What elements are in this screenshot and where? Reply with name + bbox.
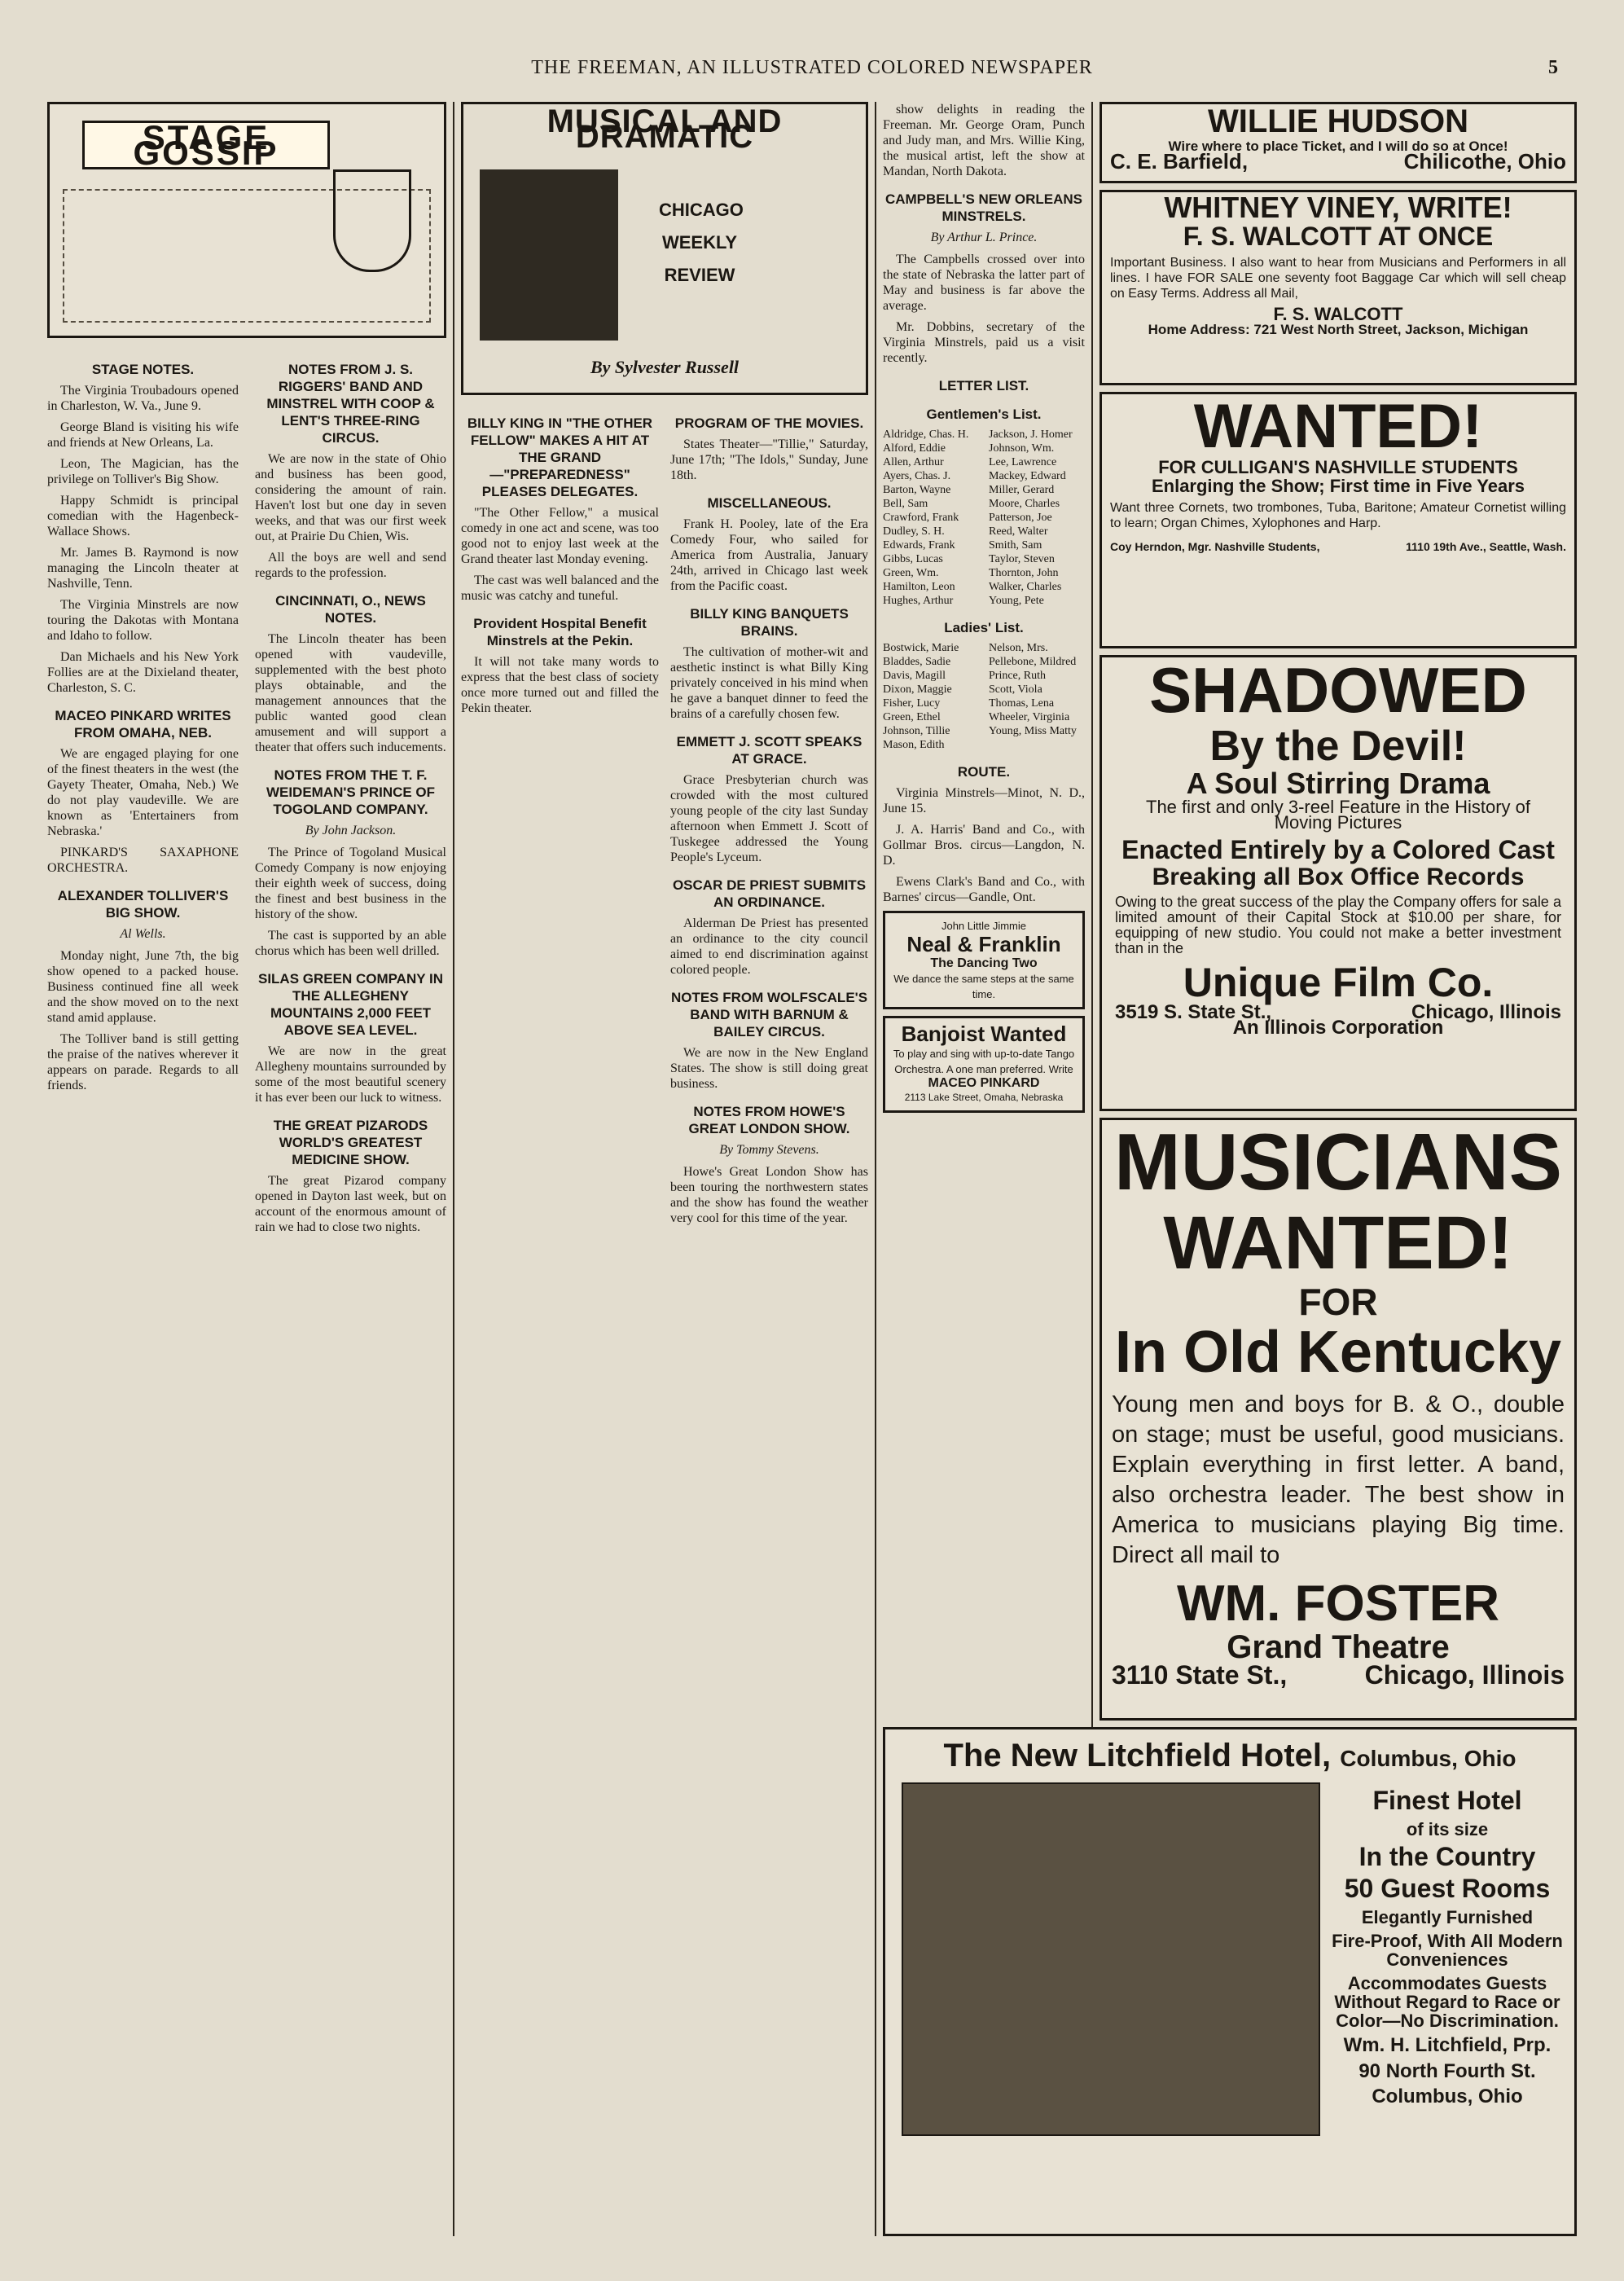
letter-list-name: Miller, Gerard	[989, 484, 1055, 496]
letter-list-name: Taylor, Steven	[989, 553, 1055, 565]
ad-text: The first and only 3-reel Feature in the History of Moving Pictures	[1146, 797, 1530, 833]
column-stage-gossip	[47, 102, 446, 1241]
ad-show-name: In Old Kentucky	[1114, 1319, 1562, 1385]
article-paragraph: Howe's Great London Show has been touring the northwestern states and the show has found the weather very cool for this time of the year.	[670, 1165, 868, 1225]
article-paragraph: Mr. Dobbins, secretary of the Virginia Minstrels, paid us a visit recently.	[883, 320, 1085, 365]
ad-tagline: A Soul Stirring Drama	[1186, 767, 1490, 801]
article-heading: NOTES FROM J. S. RIGGERS' BAND AND MINSTREL WITH COOP & LENT'S THREE-RING CIRCUS.	[266, 362, 435, 446]
article-heading: NOTES FROM WOLFSCALE'S BAND WITH BARNUM & BAILEY CIRCUS.	[670, 990, 868, 1039]
ad-headline: The New Litchfield Hotel,	[943, 1738, 1332, 1773]
ad-body: Young men and boys for B. & O., double on stage; must be useful, good musicians. Explain everything in first letter. A band, also orchestra leader. The best show in America to musicians playing Big time. Direct all mail to	[1112, 1391, 1565, 1569]
mini-ad-body: We dance the same steps at the same time.	[893, 973, 1074, 1001]
letter-list-name: Aldridge, Chas. H.	[883, 429, 969, 441]
letter-list-name: Jackson, J. Homer	[989, 429, 1073, 441]
letter-list-name: Mackey, Edward	[989, 470, 1066, 482]
article-paragraph: Happy Schmidt is principal comedian with the Hagenbeck-Wallace Shows.	[47, 494, 239, 538]
ad-subheadline: FOR CULLIGAN'S NASHVILLE STUDENTS	[1158, 456, 1518, 477]
letter-list-name: Johnson, Wm.	[989, 442, 1055, 455]
article-heading: CINCINNATI, O., NEWS NOTES.	[275, 593, 426, 626]
letter-list-name: Patterson, Joe	[989, 512, 1052, 524]
ad-willie-hudson	[1099, 102, 1577, 183]
article-byline: Al Wells.	[120, 927, 166, 941]
hotel-feature-line: 90 North Fourth St.	[1358, 2059, 1536, 2082]
column-musical-dramatic	[461, 102, 868, 1232]
article-heading: PROGRAM OF THE MOVIES.	[674, 415, 864, 431]
mini-ad-body: To play and sing with up-to-date Tango Orchestra. A one man preferred. Write	[893, 1047, 1075, 1075]
article-paragraph: J. A. Harris' Band and Co., with Gollmar Bros. circus—Langdon, N. D.	[883, 823, 1085, 868]
article-paragraph: We are now in the state of Ohio and business has been good, considering the amount of rain. Haven't lost but one day in seven weeks, and that was our first week out, at Prairie Du Chien, Wis.	[255, 452, 446, 543]
stage-notes	[47, 349, 239, 1099]
article-heading: OSCAR DE PRIEST SUBMITS AN ORDINANCE.	[672, 877, 867, 910]
letter-list-name: Young, Miss Matty	[989, 725, 1077, 737]
article-paragraph: PINKARD'S SAXAPHONE ORCHESTRA.	[47, 846, 239, 875]
article-paragraph: "The Other Fellow," a musical comedy in one act and scene, was too good not to enjoy last week at the Grand theater last Monday evening.	[461, 506, 659, 566]
letter-list	[883, 641, 1085, 752]
ad-subheadline: WANTED!	[1163, 1201, 1513, 1285]
stage-notes-continued	[255, 349, 446, 1241]
article-paragraph: The cast is supported by an able chorus which has been well drilled.	[255, 929, 446, 958]
article-heading: ALEXANDER TOLLIVER'S BIG SHOW.	[57, 888, 229, 921]
letter-list-name: Scott, Viola	[989, 683, 1042, 696]
ad-headline: WILLIE HUDSON	[1208, 103, 1468, 139]
article-heading: ROUTE.	[957, 764, 1011, 780]
article-heading: BILLY KING BANQUETS BRAINS.	[690, 606, 849, 639]
letter-list-name: Gibbs, Lucas	[883, 553, 943, 565]
ad-address: 3110 State St.,	[1112, 1660, 1288, 1690]
ad-musicians-wanted	[1099, 1118, 1577, 1721]
article-paragraph: The cultivation of mother-wit and aesthetic instinct is what Billy King privately conceived in his mind when he gave a banquet dinner to feed the brains of a carefully chosen few.	[670, 645, 868, 721]
ad-address: Home Address: 721 West North Street, Jackson, Michigan	[1148, 322, 1529, 338]
column-advertisements	[1099, 102, 1577, 1727]
mini-ad-title: Neal & Franklin	[906, 932, 1061, 956]
letter-list-name: Reed, Walter	[989, 525, 1048, 538]
letter-list-name: Nelson, Mrs.	[989, 642, 1048, 654]
article-heading: LETTER LIST.	[938, 378, 1029, 393]
review-articles	[461, 403, 659, 722]
letter-list-name: Crawford, Frank	[883, 512, 959, 524]
review-articles-continued	[670, 403, 868, 1232]
ad-tagline: Enlarging the Show; First time in Five Years	[1151, 475, 1525, 496]
masthead	[0, 57, 1624, 79]
letter-list-name: Dixon, Maggie	[883, 683, 952, 696]
letter-list-name: Thornton, John	[989, 567, 1059, 579]
article-paragraph: We are engaged playing for one of the finest theaters in the west (the Gayety Theater, Omaha, Neb.) We do not play vaudeville. We are known as 'Entertainers from Nebraska.'	[47, 747, 239, 838]
shield-icon	[333, 169, 411, 272]
article-heading: EMMETT J. SCOTT SPEAKS AT GRACE.	[676, 734, 862, 767]
article-heading: BILLY KING IN "THE OTHER FELLOW" MAKES A HIT AT THE GRAND—"PREPAREDNESS" PLEASES DELEGATES.	[467, 415, 653, 499]
article-heading: MISCELLANEOUS.	[707, 495, 832, 511]
article-paragraph: States Theater—"Tillie," Saturday, June 17th; "The Idols," Sunday, June 18th.	[670, 437, 868, 482]
hotel-feature-line: Columbus, Ohio	[1372, 2085, 1523, 2107]
ad-city: Chilicothe, Ohio	[1403, 149, 1566, 174]
ad-text: Breaking all Box Office Records	[1152, 863, 1525, 890]
ad-city: Chicago, Illinois	[1364, 1660, 1565, 1690]
article-paragraph: The Virginia Troubadours opened in Charleston, W. Va., June 9.	[47, 384, 239, 413]
ad-city: Columbus, Ohio	[1340, 1746, 1516, 1771]
ad-text: Wire where to place Ticket, and I will do so at Once!	[1168, 138, 1508, 154]
ad-city: Chicago, Illinois	[1411, 1000, 1561, 1023]
banner-byline: By Sylvester Russell	[590, 357, 740, 377]
page-number: 5	[1548, 57, 1559, 78]
letter-list-name: Alford, Eddie	[883, 442, 946, 455]
letter-list-name: Hughes, Arthur	[883, 595, 954, 607]
mini-ad-top: John Little Jimmie	[941, 920, 1027, 932]
mini-ad	[883, 911, 1085, 1009]
ad-venue: Grand Theatre	[1227, 1629, 1450, 1666]
article-heading: NOTES FROM THE T. F. WEIDEMAN'S PRINCE OF TOGOLAND COMPANY.	[266, 767, 436, 817]
letter-list-name: Dudley, S. H.	[883, 525, 945, 538]
ad-text: FOR	[1298, 1281, 1378, 1324]
article-paragraph: The Lincoln theater has been opened with vaudeville, supplemented with the best photo plays obtainable, and the management announces that the public wanted good clean amusement and will support a theater that offers such inducements.	[255, 632, 446, 754]
ad-company-name: Unique Film Co.	[1183, 960, 1494, 1006]
ad-signature: Coy Herndon, Mgr. Nashville Students,	[1110, 539, 1320, 553]
letter-list-name: Allen, Arthur	[883, 456, 944, 468]
article-heading: SILAS GREEN COMPANY IN THE ALLEGHENY MOUNTAINS 2,000 FEET ABOVE SEA LEVEL.	[257, 971, 443, 1038]
letter-list-name: Mason, Edith	[883, 739, 945, 751]
list-subheading: Ladies' List.	[944, 620, 1024, 635]
article-paragraph: All the boys are well and send regards to the profession.	[255, 551, 446, 580]
article-heading: MACEO PINKARD WRITES FROM OMAHA, NEB.	[55, 708, 231, 741]
hotel-feature-line: In the Country	[1358, 1841, 1536, 1871]
banner-title: STAGE GOSSIP	[82, 121, 330, 169]
letter-list-name: Prince, Ruth	[989, 670, 1046, 682]
article-paragraph: Grace Presbyterian church was crowded with the most cultured young people of the city last Sunday afternoon when Emmett J. Scott of Tuskegee addressed the Young People's Lyceum.	[670, 773, 868, 864]
article-paragraph: It will not take many words to express that the best class of society once more turned out and filled the Pekin theater.	[461, 655, 659, 715]
side-line: REVIEW	[664, 265, 735, 285]
article-paragraph: George Bland is visiting his wife and friends at New Orleans, La.	[47, 420, 239, 450]
letter-list-name: Bell, Sam	[883, 498, 928, 510]
ad-headline: WANTED!	[1193, 392, 1483, 461]
hotel-feature-line: 50 Guest Rooms	[1344, 1874, 1551, 1904]
hotel-feature-line: Elegantly Furnished	[1361, 1906, 1534, 1927]
letter-list-name: Walker, Charles	[989, 581, 1062, 593]
portrait-photo	[480, 169, 618, 341]
article-paragraph: Mr. James B. Raymond is now managing the Lincoln theater at Nashville, Tenn.	[47, 546, 239, 591]
article-paragraph: Virginia Minstrels—Minot, N. D., June 15.	[883, 786, 1085, 815]
ad-headline: WHITNEY VINEY, WRITE!	[1164, 191, 1512, 224]
mini-ad-signature: MACEO PINKARD	[928, 1075, 1040, 1090]
letter-list-name: Young, Pete	[989, 595, 1044, 607]
letter-list-name: Ayers, Chas. J.	[883, 470, 951, 482]
mini-ad-subtitle: The Dancing Two	[930, 956, 1038, 971]
article-heading: STAGE NOTES.	[91, 362, 195, 377]
ad-shadowed-by-the-devil	[1099, 655, 1577, 1111]
ad-subheadline: F. S. WALCOTT AT ONCE	[1183, 221, 1494, 251]
article-paragraph: Alderman De Priest has presented an ordinance to the city council aimed to end discrimination against colored people.	[670, 916, 868, 977]
article-paragraph: The great Pizarod company opened in Dayton last week, but on account of the enormous amount of rain we had to close two nights.	[255, 1174, 446, 1234]
list-subheading: Gentlemen's List.	[926, 407, 1042, 422]
column-letters-routes	[883, 102, 1085, 1119]
article-paragraph: Leon, The Magician, has the privilege on Tolliver's Big Show.	[47, 457, 239, 486]
ad-text: Want three Cornets, two trombones, Tuba, Baritone; Amateur Cornetist willing to learn; Organ Chimes, Xylophones and Harp.	[1110, 500, 1566, 530]
article-byline: By Arthur L. Prince.	[930, 231, 1038, 244]
ad-subheadline: By the Devil!	[1209, 722, 1467, 770]
letter-list-name: Bladdes, Sadie	[883, 656, 951, 668]
article-paragraph: Ewens Clark's Band and Co., with Barnes' circus—Gandle, Ont.	[883, 875, 1085, 904]
banner-title: MUSICAL AND DRAMATIC	[546, 103, 783, 155]
article-paragraph: The cast was well balanced and the music was catchy and tuneful.	[461, 574, 659, 603]
article-paragraph: We are now in the New England States. The show is still doing great business.	[670, 1046, 868, 1091]
article-byline: By Tommy Stevens.	[719, 1143, 819, 1157]
letter-list-name: Green, Ethel	[883, 711, 941, 723]
letter-list-name: Fisher, Lucy	[883, 697, 941, 710]
letter-list-name: Green, Wm.	[883, 567, 939, 579]
ad-headline: MUSICIANS	[1114, 1117, 1562, 1206]
article-paragraph: The Virginia Minstrels are now touring the Dakotas with Montana and Idaho to follow.	[47, 598, 239, 643]
letter-list-name: Barton, Wayne	[883, 484, 951, 496]
article-heading: Provident Hospital Benefit Minstrels at the Pekin.	[473, 616, 647, 648]
musical-dramatic-banner	[461, 102, 868, 395]
ad-whitney-viney	[1099, 190, 1577, 385]
ad-address: 3519 S. State St.,	[1115, 1000, 1272, 1023]
article-paragraph: The Tolliver band is still getting the praise of the natives wherever it appears on parade. Regards to all friends.	[47, 1032, 239, 1092]
article-paragraph: Dan Michaels and his New York Follies are at the Dixieland theater, Charleston, S. C.	[47, 650, 239, 695]
letter-list-name: Smith, Sam	[989, 539, 1042, 552]
article-heading: CAMPBELL'S NEW ORLEANS MINSTRELS.	[884, 191, 1083, 224]
hotel-feature-line: Finest Hotel	[1372, 1786, 1522, 1815]
letter-list-name: Edwards, Frank	[883, 539, 955, 552]
hotel-photo	[902, 1782, 1320, 2136]
article-heading: NOTES FROM HOWE'S GREAT LONDON SHOW.	[688, 1104, 850, 1136]
letter-list-name: Wheeler, Virginia	[989, 711, 1070, 723]
article-paragraph: show delights in reading the Freeman. Mr. George Oram, Punch and Judy man, and Mrs. Willie King, the musical artist, left the show at Mandan, North Dakota.	[883, 103, 1085, 178]
ad-text: Important Business. I also want to hear from Musicians and Performers in all lines. I have FOR SALE one seventy foot Baggage Car which will sell cheap on Easy Terms. Address all Mail,	[1110, 256, 1566, 301]
hotel-feature-line: Accommodates Guests Without Regard to Race or Color—No Discrimination.	[1334, 1973, 1560, 2032]
hotel-feature-line: of its size	[1406, 1818, 1489, 1839]
letter-list-name: Hamilton, Leon	[883, 581, 955, 593]
ad-culligans-students	[1099, 392, 1577, 648]
ad-corporation: An Illinois Corporation	[1232, 1016, 1444, 1039]
column-rule	[453, 102, 454, 2236]
article-paragraph: Monday night, June 7th, the big show opened to a packed house. Business continued fine all week and the show moved on to the next stand amid applause.	[47, 949, 239, 1025]
letter-list-name: Johnson, Tillie	[883, 725, 950, 737]
hotel-features	[1320, 1774, 1574, 2144]
hotel-feature-line: Fire-Proof, With All Modern Conveniences	[1332, 1930, 1563, 1971]
ad-contact-name: WM. FOSTER	[1176, 1576, 1500, 1633]
letter-list-name: Moore, Charles	[989, 498, 1060, 510]
masthead-title: THE FREEMAN, AN ILLUSTRATED COLORED NEWSPAPER	[531, 57, 1093, 78]
mini-ad	[883, 1016, 1085, 1113]
ad-body: Owing to the great success of the play the Company offers for sale a limited amount of their Capital Stock at $10.00 per share, for equipping of new studio. You could not make a better investment than in the	[1115, 894, 1561, 957]
banner-side-text	[659, 194, 744, 292]
mini-ad-title: Banjoist Wanted	[901, 1022, 1067, 1047]
article-paragraph: The Campbells crossed over into the state of Nebraska the latter part of May and business is far above the average.	[883, 253, 1085, 313]
ad-headline: SHADOWED	[1149, 654, 1527, 726]
article-byline: By John Jackson.	[305, 824, 397, 837]
letter-list-name: Thomas, Lena	[989, 697, 1055, 710]
mini-ad-address: 2113 Lake Street, Omaha, Nebraska	[904, 1092, 1064, 1104]
article-paragraph: Frank H. Pooley, late of the Era Comedy Four, who sailed for America from Australia, January 24th, arrived in Chicago last week from the Pacific coast.	[670, 517, 868, 593]
letter-list-name: Bostwick, Marie	[883, 642, 959, 654]
ad-name: C. E. Barfield,	[1110, 149, 1249, 174]
ad-address: 1110 19th Ave., Seattle, Wash.	[1406, 539, 1566, 553]
column-rule	[875, 102, 876, 2236]
letter-list-name: Lee, Lawrence	[989, 456, 1057, 468]
side-line: WEEKLY	[661, 232, 738, 253]
article-paragraph: The Prince of Togoland Musical Comedy Company is now enjoying their eighth week of success, doing the finest and best business in the history of the show.	[255, 846, 446, 921]
letter-list-name: Pellebone, Mildred	[989, 656, 1077, 668]
article-paragraph: We are now in the great Allegheny mountains surrounded by some of the most beautiful scenery it has ever been our luck to witness.	[255, 1044, 446, 1105]
stage-gossip-banner	[47, 102, 446, 338]
letter-list	[883, 428, 1085, 608]
ad-signature: F. S. WALCOTT	[1273, 304, 1403, 325]
article-heading: THE GREAT PIZARODS WORLD'S GREATEST MEDICINE SHOW.	[273, 1118, 428, 1167]
side-line: CHICAGO	[659, 200, 744, 220]
letter-list-name: Davis, Magill	[883, 670, 946, 682]
ad-litchfield-hotel	[883, 1727, 1577, 2236]
hotel-feature-line: Wm. H. Litchfield, Prp.	[1343, 2034, 1552, 2057]
ad-text: Enacted Entirely by a Colored Cast	[1121, 835, 1555, 865]
